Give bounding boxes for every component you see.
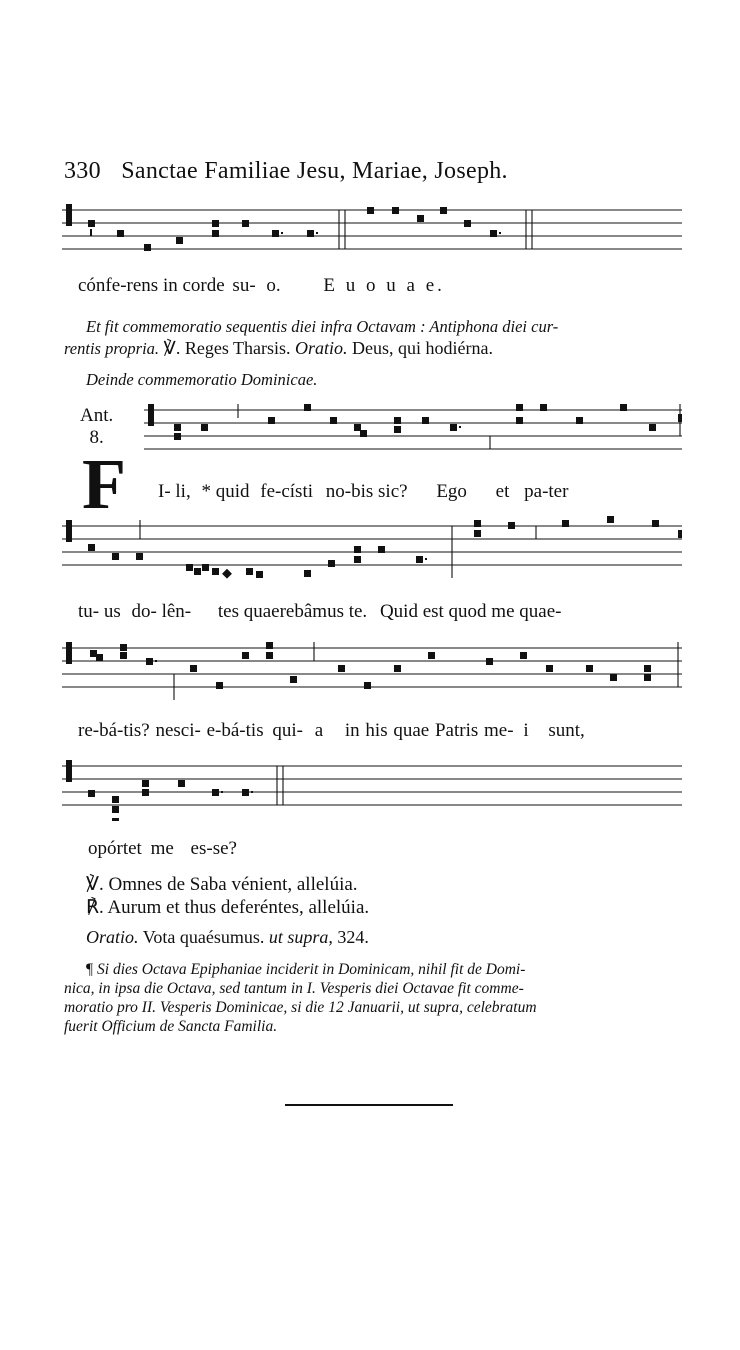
syllable: tu- us (78, 601, 121, 622)
syllable: e-bá-tis (206, 720, 264, 741)
response-symbol: ℟. (86, 897, 104, 918)
euouae: E u o u a e. (323, 275, 445, 296)
oratio-text: Vota quaésumus. (142, 927, 265, 947)
syllable: qui- (272, 720, 303, 741)
rubric-text: Deus, qui hodiérna. (352, 338, 494, 358)
oratio-page: 324. (337, 927, 369, 947)
commemoration-rubric-2 (64, 337, 680, 360)
syllable: o. (266, 275, 281, 296)
syllable: nesci- (155, 720, 201, 741)
syllable: es-se? (190, 838, 237, 859)
dominica-rubric (86, 369, 317, 391)
page-title: Sanctae Familiae Jesu, Mariae, Joseph. (121, 158, 508, 184)
syllable: a (314, 720, 324, 741)
footnote (64, 960, 682, 1036)
antiphon-label (80, 405, 113, 449)
syllable: in (344, 720, 360, 741)
syllable: cónfe-rens (78, 275, 159, 296)
syllable: Ego (436, 481, 467, 502)
syllable: corde (182, 275, 225, 296)
chant-staff-1 (62, 200, 682, 262)
syllable: est (422, 601, 444, 622)
rubric-italic: Deinde commemoratio Dominicae. (86, 370, 318, 389)
versicle-line (86, 873, 358, 896)
initial-letter: F (82, 444, 126, 524)
syllable: quaerebâmus (243, 601, 344, 622)
rubric-italic: rentis propria. (64, 339, 160, 358)
rubric-text: Reges Tharsis. (184, 338, 291, 358)
syllable: pa-ter (524, 481, 569, 502)
footnote-line-1 (64, 960, 682, 979)
syllable: sic? (378, 481, 408, 502)
syllable: fe-císti (260, 481, 314, 502)
commemoration-rubric (86, 316, 680, 338)
syllable: I- li, (158, 481, 191, 502)
oratio-label: Oratio. (86, 927, 139, 947)
syllable: tes (217, 601, 239, 622)
syllable: me- (484, 720, 514, 741)
syllable: su- (232, 275, 256, 296)
syllable: re-bá-tis? (78, 720, 150, 741)
rubric-italic: Et fit commemoratio sequentis diei infra Octavam : Antiphona diei cur- (86, 317, 559, 336)
ant-label: Ant. (80, 405, 114, 426)
syllable: Patris (434, 720, 479, 741)
staff3-lyrics (78, 601, 561, 623)
syllable: quae (393, 720, 430, 741)
footnote-line-4: fuerit Officium de Sancta Familia. (64, 1018, 278, 1035)
staff2-lyrics (158, 481, 568, 503)
syllable: et (495, 481, 510, 502)
response-text: Aurum et thus deferéntes, allelúia. (107, 897, 370, 918)
syllable: i (523, 720, 529, 741)
chant-staff-3 (62, 516, 682, 584)
syllable: in (162, 275, 178, 296)
mode-label: 8. (89, 427, 104, 448)
versicle-text: Omnes de Saba vénient, allelúia. (108, 874, 358, 895)
chant-staff-5 (62, 756, 682, 828)
rubric-italic: Oratio. (295, 338, 348, 358)
page-number: 330 (64, 158, 101, 184)
syllable: me (150, 838, 174, 859)
syllable: his (365, 720, 388, 741)
syllable: te. (348, 601, 368, 622)
chant-staff-4 (62, 638, 682, 706)
syllable: do- lên- (131, 601, 192, 622)
page-header (64, 158, 508, 185)
syllable: sunt, (548, 720, 585, 741)
syllable: quod (448, 601, 487, 622)
oratio-line (86, 927, 369, 948)
footnote-line-3: moratio pro II. Vesperis Dominicae, si die 12 Januarii, ut supra, celebratum (64, 999, 537, 1016)
versicle-symbol: ℣. (163, 338, 181, 358)
syllable: no-bis (325, 481, 374, 502)
versicle-symbol: ℣. (86, 874, 104, 895)
syllable: me (491, 601, 515, 622)
syllable: * quid (201, 481, 250, 502)
response-line (86, 896, 369, 919)
oratio-ref: ut supra, (268, 927, 333, 947)
chant-staff-2 (144, 400, 684, 462)
footnote-text: Si dies Octava Epiphaniae inciderit in Dominicam, nihil fit de Domi- (97, 961, 526, 978)
syllable: quae- (519, 601, 562, 622)
syllable: Quid (379, 601, 418, 622)
staff4-lyrics (78, 720, 585, 742)
staff5-lyrics (88, 838, 237, 860)
pilcrow-icon: ¶ (86, 961, 94, 978)
staff1-lyrics (78, 275, 445, 297)
footnote-line-2: nica, in ipsa die Octava, sed tantum in I. Vesperis diei Octavae fit comme- (64, 980, 524, 997)
syllable: opórtet (88, 838, 142, 859)
closing-rule (285, 1104, 453, 1106)
